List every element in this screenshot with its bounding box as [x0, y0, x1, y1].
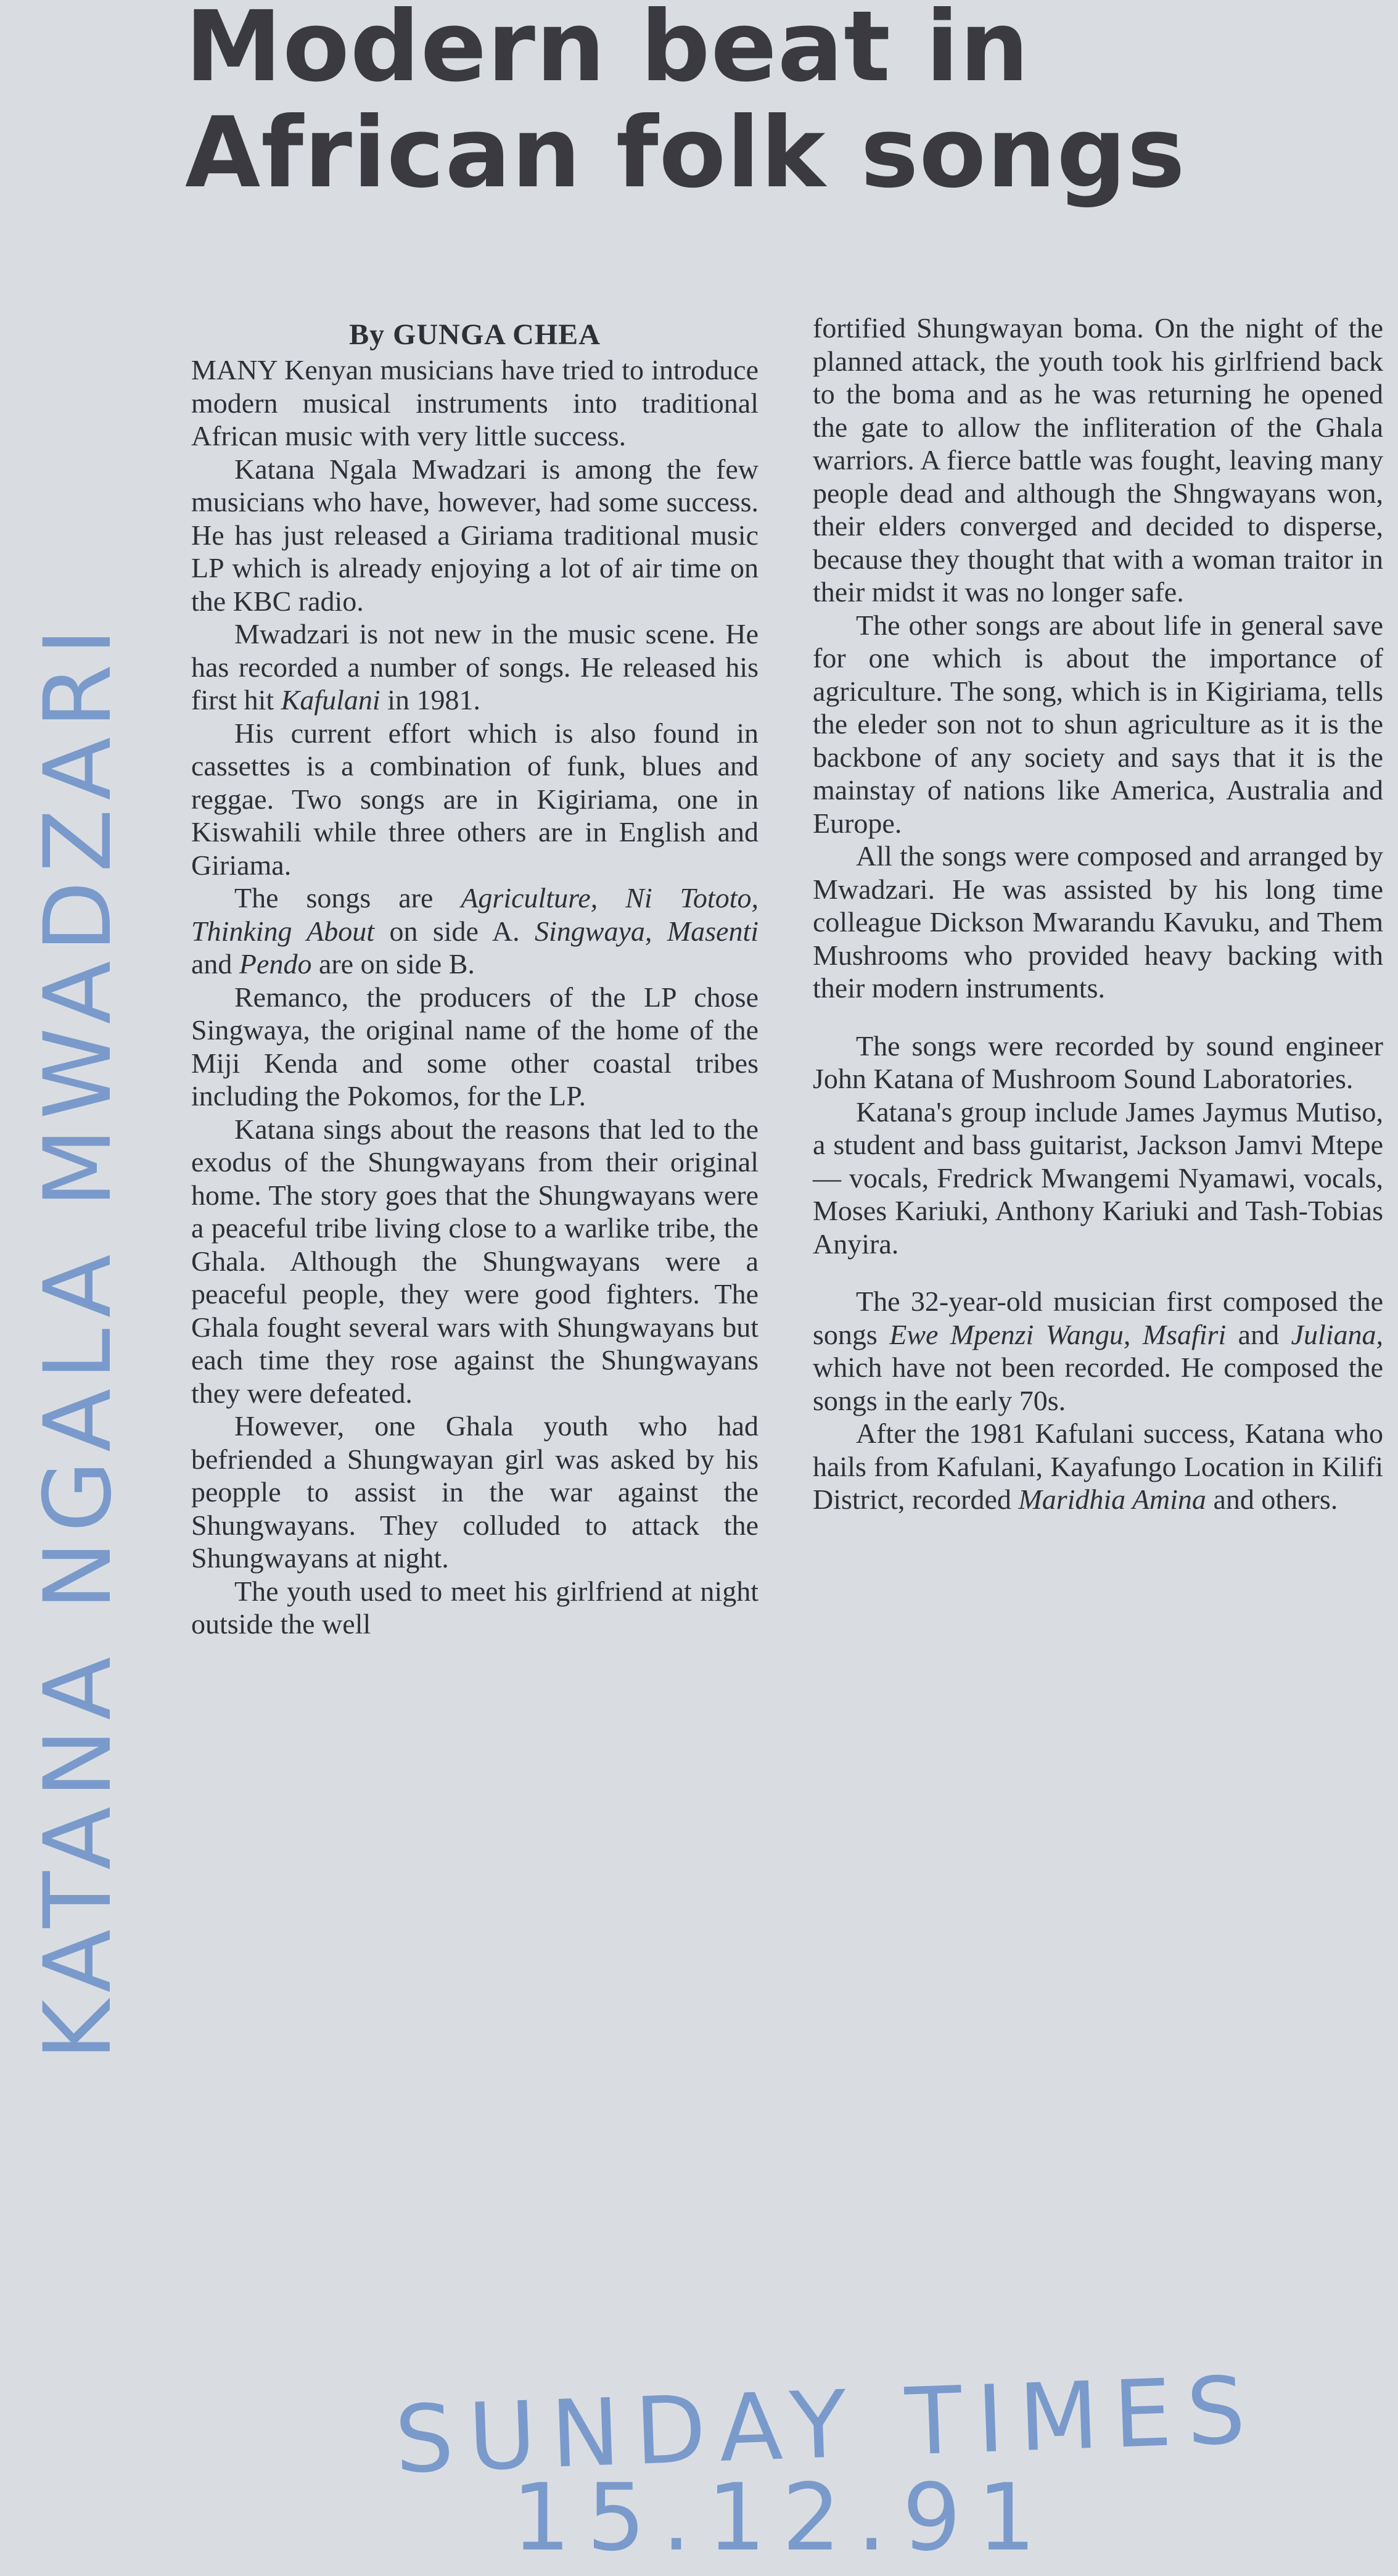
paragraph: His current effort which is also found in cassettes is a combination of funk, blues and reggae. Two songs are in Kigiriama, one in Kiswahili while three others are in English and Giriama.	[191, 717, 759, 881]
paragraph: The other songs are about life in general save for one which is about the importance of agriculture. The song, which is in Kigiriama, tells the eleder son not to shun agriculture as it is the backbone of any society and says that it is the mainstay of nations like America, Australia and Europe.	[813, 609, 1383, 839]
text-run: The songs are	[234, 882, 461, 914]
handwritten-name: KATANA NGALA MWADZARI	[25, 619, 132, 2060]
paragraph: Katana's group include James Jaymus Mutiso, a student and bass guitarist, Jackson Jamvi Mtepe — vocals, Fredrick Mwangemi Nyamawi, vocals, Moses Kariuki, Anthony Kariuki and Tash-Tobias Anyira.	[813, 1096, 1383, 1260]
text-run: and	[191, 948, 239, 980]
song-title: Agriculture, Ni Tototo, Thinking About	[191, 882, 759, 947]
article-column-1	[191, 318, 759, 1641]
text-run: and others.	[1206, 1484, 1338, 1515]
paragraph: Katana Ngala Mwadzari is among the few musicians who have, however, had some success. He has just released a Giriama traditional music LP which is already enjoying a lot of air time on the KBC radio.	[191, 453, 759, 617]
paragraph	[191, 881, 759, 981]
paragraph	[813, 1285, 1383, 1417]
paragraph: fortified Shungwayan boma. On the night of the planned attack, the youth took his girlfriend back to the boma and as he was returning he opened the gate to allow the infliteration of the Ghala warriors. A fierce battle was fought, leaving many people dead and although the Shngwayans won, their elders converged and decided to disperse, because they thought that with a woman traitor in their midst it was no longer safe.	[813, 312, 1383, 608]
text-run: which have not been recorded. He composed the songs in the early 70s.	[813, 1352, 1383, 1416]
article-column-2	[813, 312, 1383, 1516]
paragraph: Remanco, the producers of the LP chose Singwaya, the original name of the home of the Miji Kenda and some other coastal tribes including the Pokomos, for the LP.	[191, 981, 759, 1112]
text-run: are on side B.	[311, 948, 475, 980]
song-title: Maridhia Amina	[1018, 1484, 1206, 1515]
paragraph: The songs were recorded by sound engineer John Katana of Mushroom Sound Laboratories.	[813, 1030, 1383, 1094]
text-run: Mwadzari is not new in the music scene. He has recorded a number of songs. He released his first hit	[191, 618, 759, 716]
paragraph	[813, 1417, 1383, 1516]
headline-line-1: Modern beat in	[185, 0, 1030, 104]
song-title: Ewe Mpenzi Wangu, Msafiri	[889, 1318, 1227, 1350]
byline: By GUNGA CHEA	[349, 318, 601, 351]
handwritten-date: 15.12.91	[512, 2464, 1052, 2572]
handwritten-publication: SUNDAY TIMES	[393, 2356, 1262, 2495]
song-title: Kafulani	[281, 684, 380, 716]
paragraph: However, one Ghala youth who had befriended a Shungwayan girl was asked by his peopple to assist in the war against the Shungwayans. They colluded to attack the Shungwayans at night.	[191, 1410, 759, 1574]
song-title: Juliana,	[1291, 1318, 1384, 1350]
headline-line-2: African folk songs	[185, 96, 1186, 210]
paragraph: Katana sings about the reasons that led to the exodus of the Shungwayans from their original home. The story goes that the Shungwayans were a peaceful tribe living close to a warlike tribe, the Ghala. Although the Shungwayans were a peaceful people, they were good fighters. The Ghala fought several wars with Shungwayans but each time they rose against the Shungwayans they were defeated.	[191, 1113, 759, 1409]
paragraph: All the songs were composed and arranged by Mwadzari. He was assisted by his long time colleague Dickson Mwarandu Kavuku, and Them Mushrooms who provided heavy backing with their modern instruments.	[813, 840, 1383, 1004]
song-title: Singwaya, Masenti	[535, 915, 759, 947]
text-run: After the 1981 Kafulani success, Katana who hails from Kafulani, Kayafungo Location in Kilifi District, recorded	[813, 1418, 1383, 1515]
paragraph: MANY Kenyan musicians have tried to introduce modern musical instruments into traditional African music with very little success.	[191, 354, 759, 452]
paragraph: The youth used to meet his girlfriend at night outside the well	[191, 1575, 759, 1640]
paragraph	[191, 617, 759, 717]
text-run: on side A.	[374, 915, 535, 947]
text-run: and	[1226, 1318, 1291, 1350]
headline	[185, 0, 1388, 210]
text-run: in 1981.	[380, 684, 480, 716]
song-title: Pendo	[239, 948, 312, 980]
text-run: The 32-year-old musician first composed the songs	[813, 1286, 1383, 1350]
